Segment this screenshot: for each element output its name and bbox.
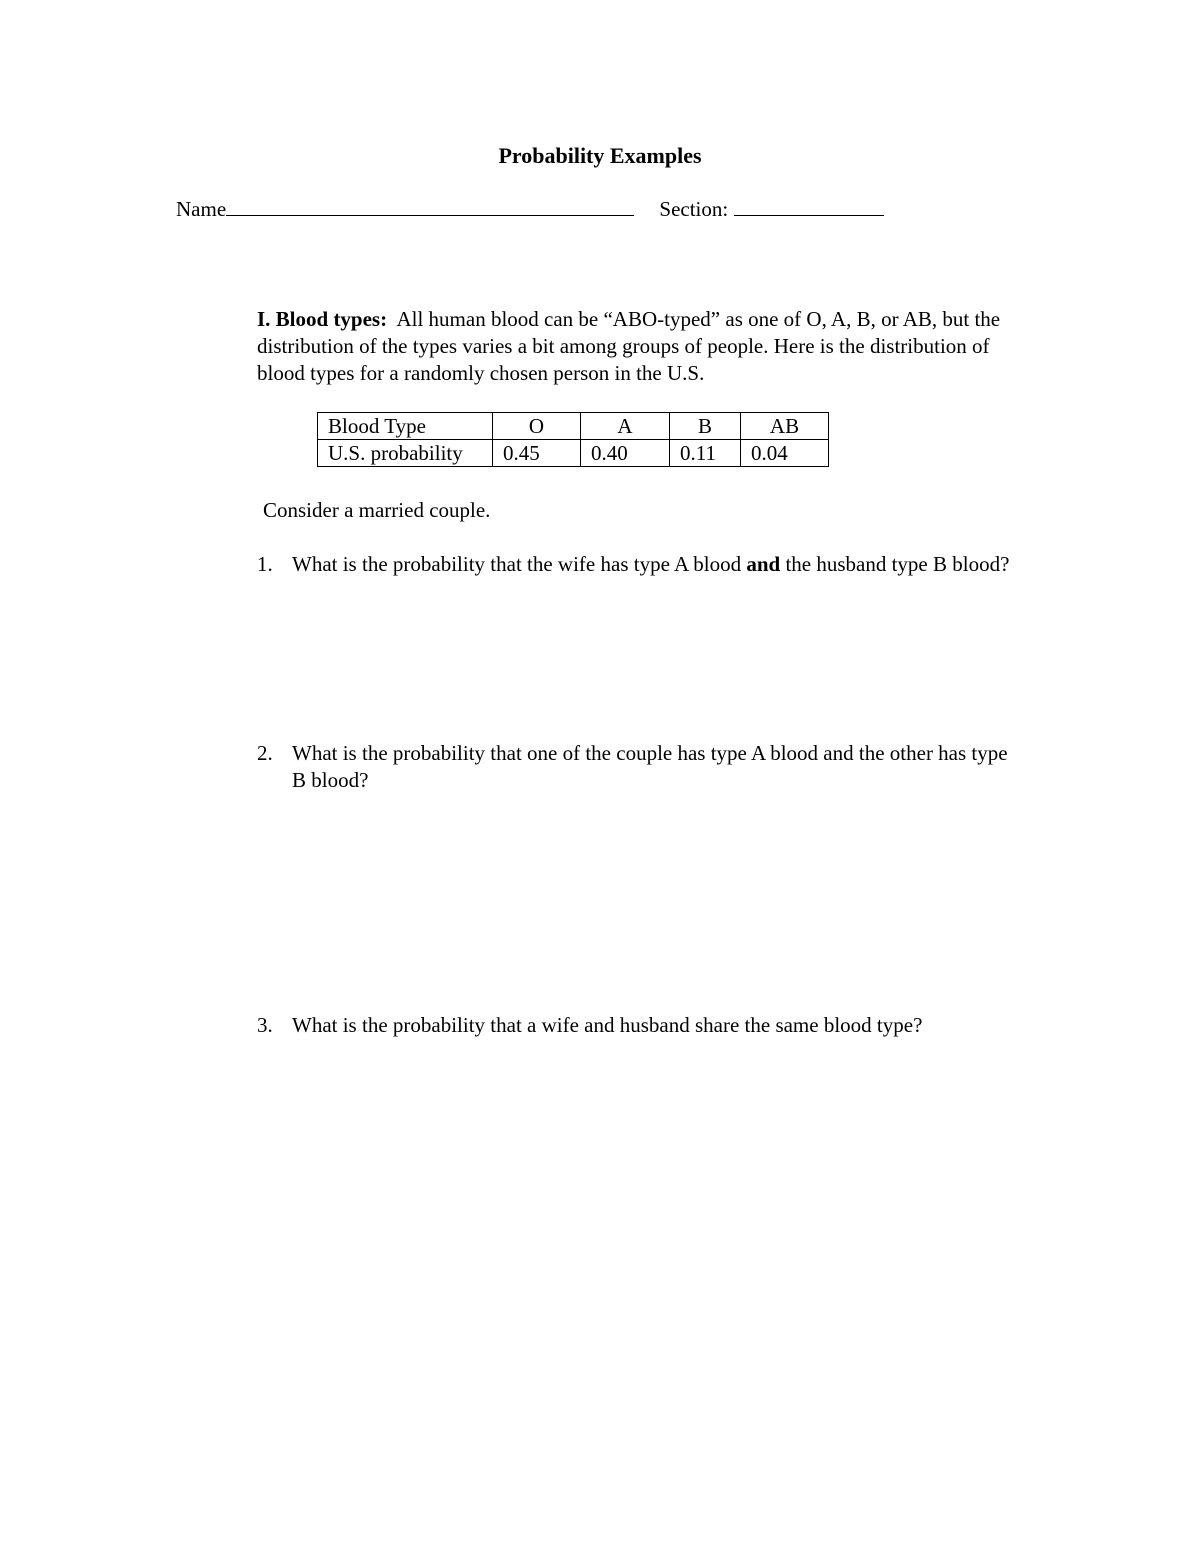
question-number: 1. [257,552,273,576]
question-emphasis: and [746,552,781,576]
table-header-row [318,413,829,440]
table-header-cell: A [581,413,670,440]
table-header-cell: Blood Type [318,413,493,440]
question-text: What is the probability that a wife and husband share the same blood type? [292,1013,923,1037]
intro-text: All human blood can be “ABO-typed” as one of O, A, B, or AB, but the distribution of the types varies a bit among groups of people. Here is the distribution of blood types for a randomly chosen person in the U.S. [257,307,1001,385]
table-header-cell: B [670,413,741,440]
section-label: Section: [659,197,729,221]
question-text: What is the probability that one of the couple has type A blood and the other has type B blood? [292,741,1008,792]
table-header-cell: O [493,413,581,440]
question-text-part: the husband type B blood? [780,552,1010,576]
blood-type-table [317,412,829,467]
table-cell: 0.45 [493,440,581,467]
question-number: 2. [257,741,273,765]
name-blank[interactable] [226,197,634,216]
name-section-line [176,197,884,222]
blood-types-intro [257,306,1037,387]
question-number: 3. [257,1013,273,1037]
intro-heading: I. Blood types: [257,307,388,331]
table-cell: 0.40 [581,440,670,467]
section-blank[interactable] [734,197,884,216]
name-label: Name [176,197,227,221]
page-title: Probability Examples [498,143,702,168]
table-cell: U.S. probability [318,440,493,467]
question-text [292,551,1017,578]
question-text-part: What is the probability that the wife has type A blood [292,552,747,576]
question-2 [257,740,1017,794]
question-1 [257,551,1017,578]
table-header-cell: AB [741,413,829,440]
table-cell: 0.04 [741,440,829,467]
table-cell: 0.11 [670,440,741,467]
question-3 [257,1012,1017,1039]
table-row [318,440,829,467]
consider-text: Consider a married couple. [263,498,491,522]
